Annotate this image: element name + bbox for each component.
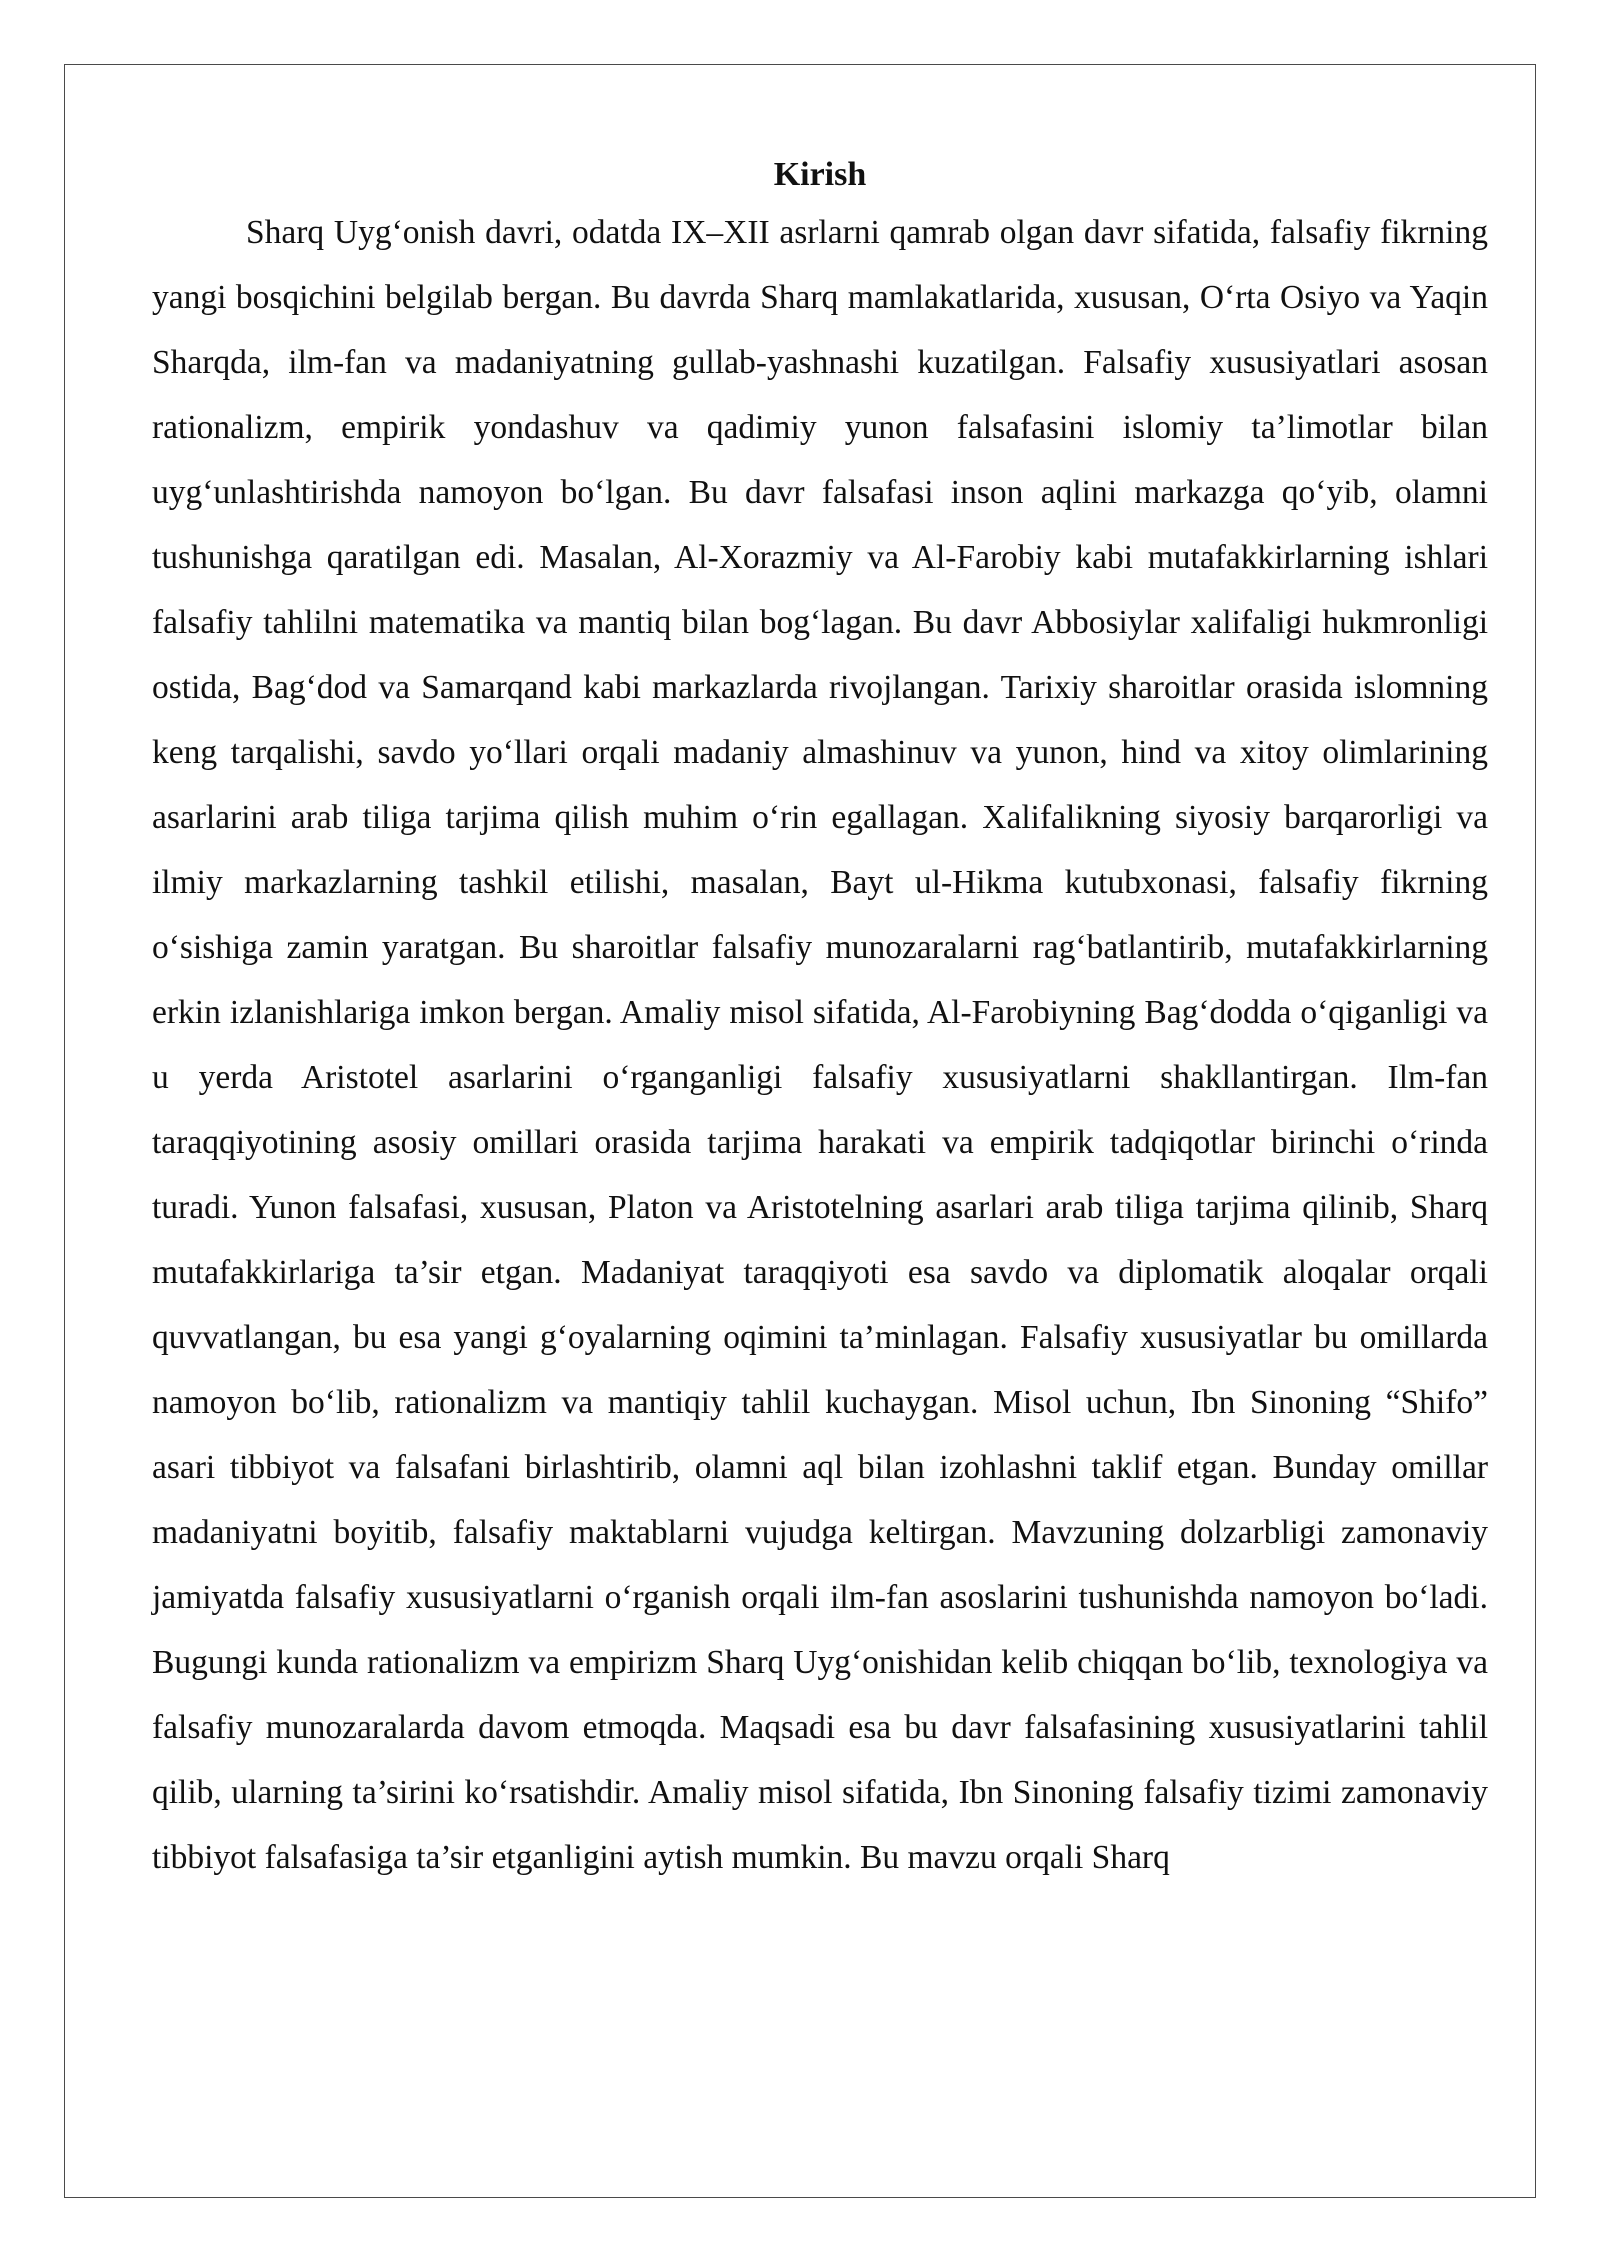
section-heading: Kirish <box>773 156 867 193</box>
document-body <box>152 150 1488 1890</box>
body-paragraph: Sharq Uyg‘onish davri, odatda IX–XII asrlarni qamrab olgan davr sifatida, falsafiy fikrning yangi bosqichini belgilab bergan. Bu davrda Sharq mamlakatlarida, xususan, O‘rta Osiyo va Yaqin Sharqda, ilm-fan va madaniyatning gullab-yashnashi kuzatilgan. Falsafiy xususiyatlari asosan rationalizm, empirik yondashuv va qadimiy yunon falsafasini islomiy ta’limotlar bilan uyg‘unlashtirishda namoyon bo‘lgan. Bu davr falsafasi inson aqlini markazga qo‘yib, olamni tushunishga qaratilgan edi. Masalan, Al-Xorazmiy va Al-Farobiy kabi mutafakkirlarning ishlari falsafiy tahlilni matematika va mantiq bilan bog‘lagan. Bu davr Abbosiylar xalifaligi hukmronligi ostida, Bag‘dod va Samarqand kabi markazlarda rivojlangan. Tarixiy sharoitlar orasida islomning keng tarqalishi, savdo yo‘llari orqali madaniy almashinuv va yunon, hind va xitoy olimlarining asarlarini arab tiliga tarjima qilish muhim o‘rin egallagan. Xalifalikning siyosiy barqarorligi va ilmiy markazlarning tashkil etilishi, masalan, Bayt ul-Hikma kutubxonasi, falsafiy fikrning o‘sishiga zamin yaratgan. Bu sharoitlar falsafiy munozaralarni rag‘batlantirib, mutafakkirlarning erkin izlanishlariga imkon bergan. Amaliy misol sifatida, Al-Farobiyning Bag‘dodda o‘qiganligi va u yerda Aristotel asarlarini o‘rganganligi falsafiy xususiyatlarni shakllantirgan. Ilm-fan taraqqiyotining asosiy omillari orasida tarjima harakati va empirik tadqiqotlar birinchi o‘rinda turadi. Yunon falsafasi, xususan, Platon va Aristotelning asarlari arab tiliga tarjima qilinib, Sharq mutafakkirlariga ta’sir etgan. Madaniyat taraqqiyoti esa savdo va diplomatik aloqalar orqali quvvatlangan, bu esa yangi g‘oyalarning oqimini ta’minlagan. Falsafiy xususiyatlar bu omillarda namoyon bo‘lib, rationalizm va mantiqiy tahlil kuchaygan. Misol uchun, Ibn Sinoning “Shifo” asari tibbiyot va falsafani birlashtirib, olamni aql bilan izohlashni taklif etgan. Bunday omillar madaniyatni boyitib, falsafiy maktablarni vujudga keltirgan. Mavzuning dolzarbligi zamonaviy jamiyatda falsafiy xususiyatlarni o‘rganish orqali ilm-fan asoslarini tushunishda namoyon bo‘ladi. Bugungi kunda rationalizm va empirizm Sharq Uyg‘onishidan kelib chiqqan bo‘lib, texnologiya va falsafiy munozaralarda davom etmoqda. Maqsadi esa bu davr falsafasining xususiyatlarini tahlil qilib, ularning ta’sirini ko‘rsatishdir. Amaliy misol sifatida, Ibn Sinoning falsafiy tizimi zamonaviy tibbiyot falsafasiga ta’sir etganligini aytish mumkin. Bu mavzu orqali Sharq <box>152 214 1488 1876</box>
